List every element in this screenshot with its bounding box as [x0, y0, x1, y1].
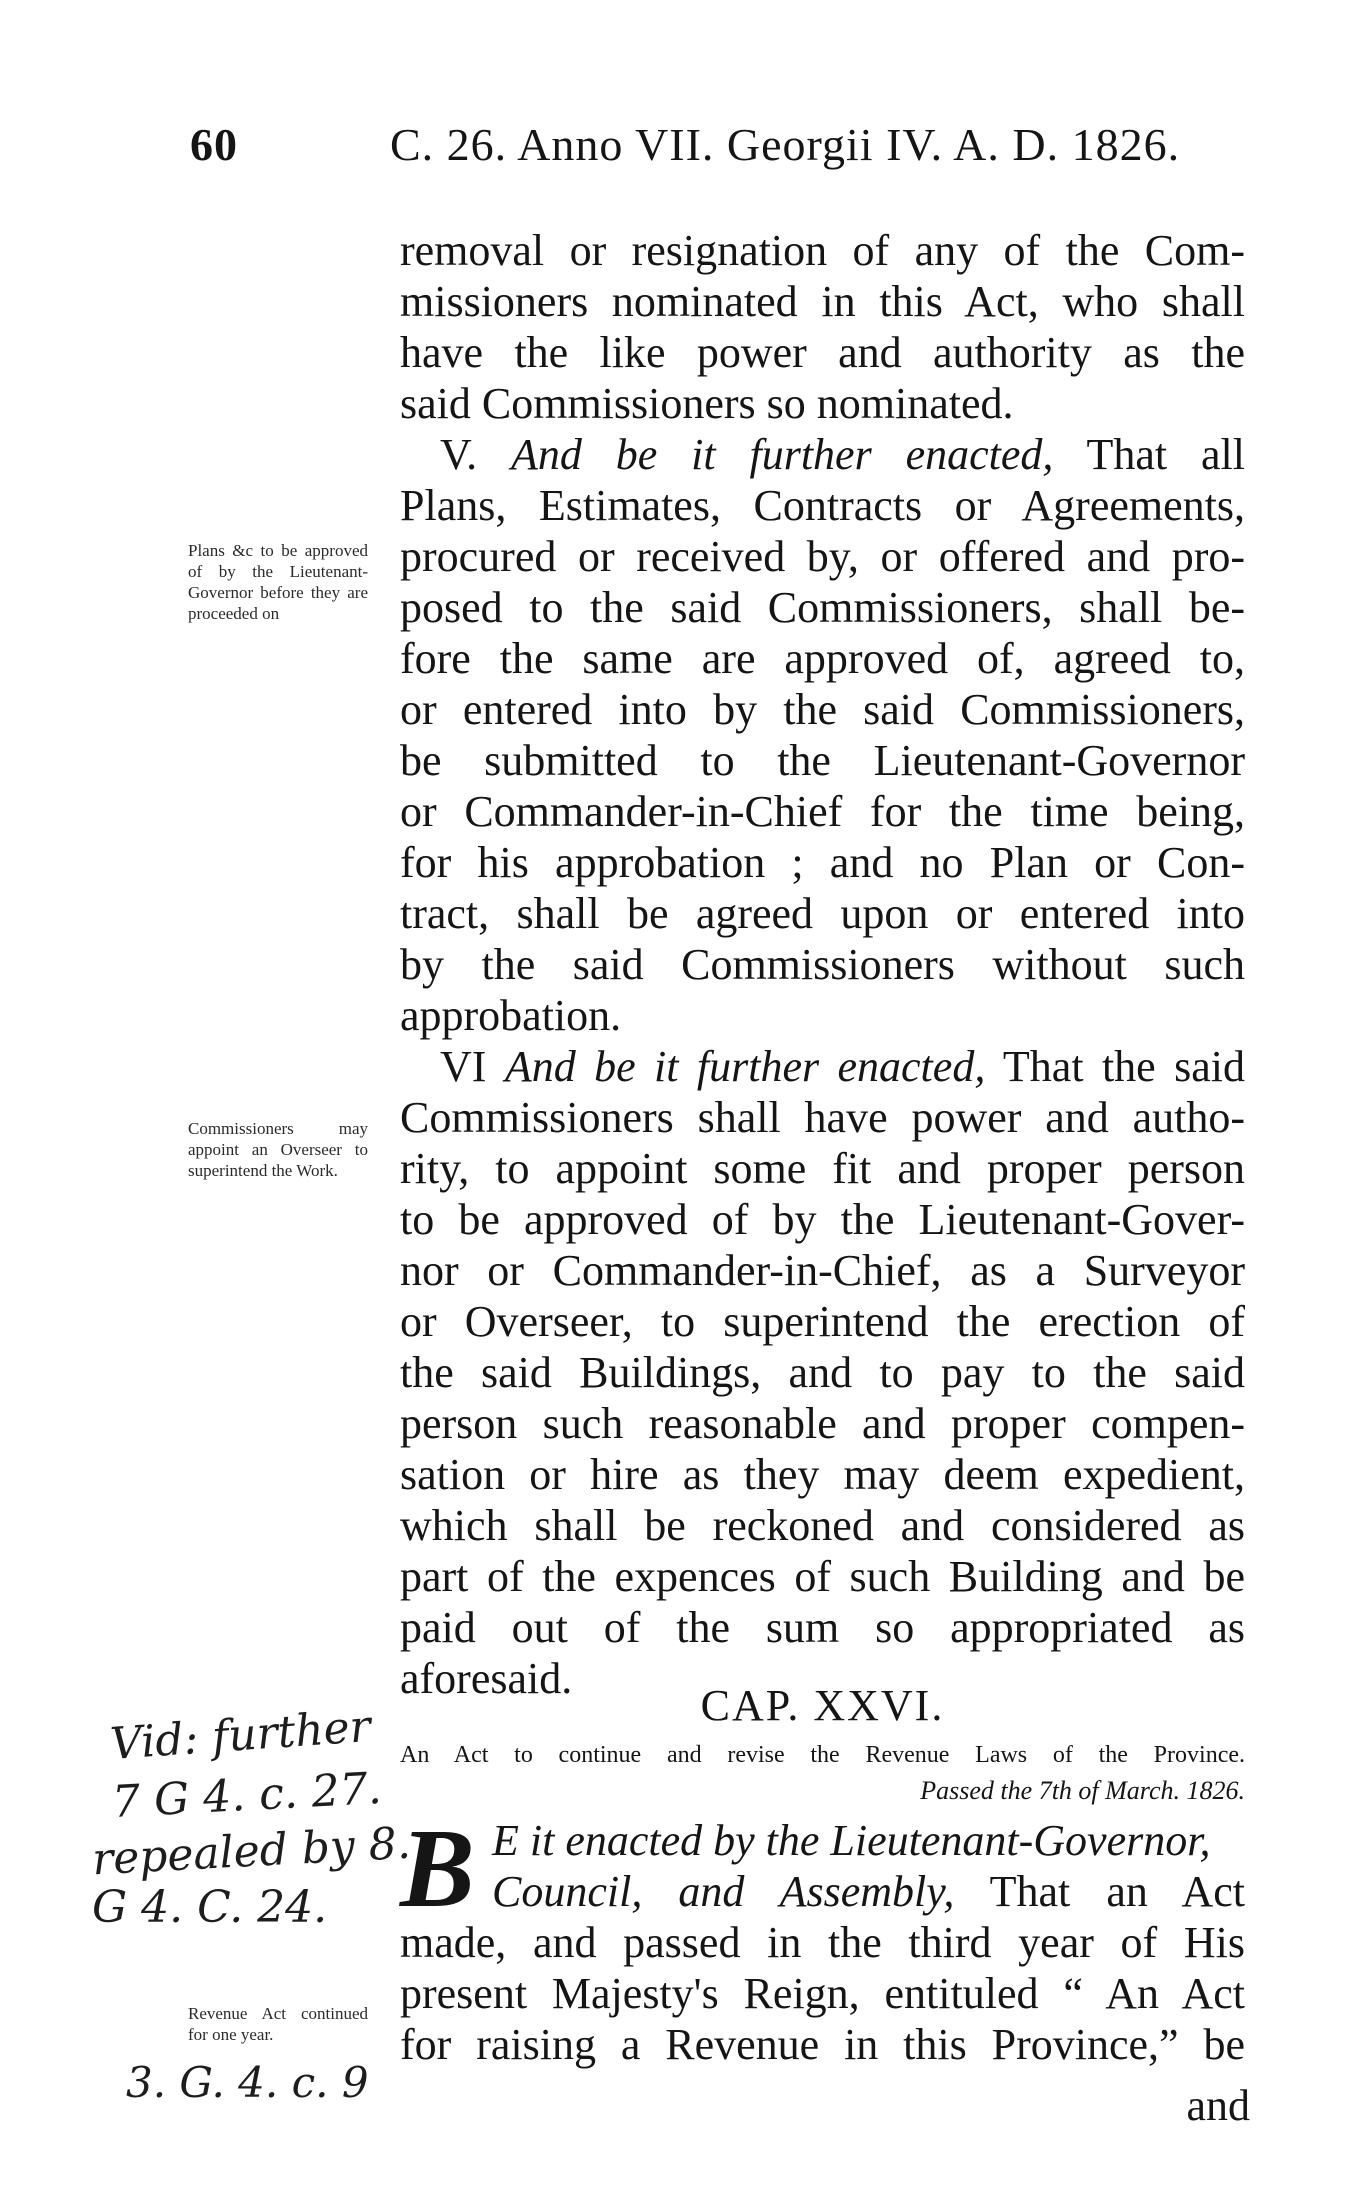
text-line: by the said Commissioners without such [400, 940, 1245, 989]
text-line: Commissioners shall have power and autho- [400, 1093, 1245, 1142]
section-text: That all [1053, 430, 1245, 479]
text-line: present Majesty's Reign, entituled “ An Act [400, 1969, 1245, 2018]
text-line: or Overseer, to superintend the erection of [400, 1297, 1245, 1346]
section-enacting-words: And be it further enacted, [504, 1042, 986, 1091]
section-number: VI [440, 1042, 505, 1091]
text-line: rity, to appoint some fit and proper person [400, 1144, 1245, 1193]
enactment-line-2 [400, 1866, 1245, 1917]
section-vi-heading-line [400, 1041, 1245, 1092]
text-line: part of the expences of such Building and be [400, 1552, 1245, 1601]
running-title: C. 26. Anno VII. Georgii IV. A. D. 1826. [390, 119, 1181, 170]
text-line: person such reasonable and proper compen- [400, 1399, 1245, 1448]
section-enacting-words: And be it further enacted, [510, 430, 1054, 479]
text-line: for his approbation ; and no Plan or Con- [400, 838, 1245, 887]
drop-cap: B [400, 1807, 475, 1931]
main-text [400, 225, 1245, 1704]
text-line: posed to the said Commissioners, shall be- [400, 583, 1245, 632]
page-number: 60 [190, 119, 238, 170]
text-line: or Commander-in-Chief for the time being, [400, 787, 1245, 836]
chapter-description: An Act to continue and revise the Revenue Laws of the Province. [400, 1742, 1245, 1768]
catchword: and [1186, 2081, 1250, 2130]
text-line: for raising a Revenue in this Province,” be [400, 2020, 1245, 2069]
handwritten-note: Vid: further [108, 1700, 373, 1771]
text-line: paid out of the sum so appropriated as [400, 1603, 1245, 1652]
enactment-line-1: E it enacted by the Lieutenant-Governor, [492, 1816, 1211, 1865]
text-line: said Commissioners so nominated. [400, 379, 1014, 428]
text-line: the said Buildings, and to pay to the said [400, 1348, 1245, 1397]
section-number: V. [440, 430, 511, 479]
handwritten-note: 7 G 4. c. 27. [110, 1762, 383, 1829]
text-line: or entered into by the said Commissioners, [400, 685, 1245, 734]
section-text: That the said [985, 1042, 1245, 1091]
text-line: fore the same are approved of, agreed to, [400, 634, 1245, 683]
margin-note-plans: Plans &c to be approved of by the Lieutenant-Governor before they are proceeded on [188, 541, 368, 623]
chapter-passed-date: Passed the 7th of March. 1826. [920, 1776, 1245, 1805]
text-line: which shall be reckoned and considered as [400, 1501, 1245, 1550]
margin-note-commissioners: Commissioners may appoint an Overseer to superintend the Work. [188, 1119, 368, 1180]
text-line: nor or Commander-in-Chief, as a Surveyor [400, 1246, 1245, 1295]
text-line: removal or resignation of any of the Com- [400, 226, 1245, 275]
handwritten-note: G 4. C. 24. [92, 1882, 328, 1933]
margin-note-revenue: Revenue Act continued for one year. [188, 2004, 368, 2044]
enactment-authority: Council, and Assembly, [492, 1867, 955, 1916]
section-v-heading-line [400, 429, 1245, 480]
page-header [190, 118, 1250, 188]
text-line: aforesaid. [400, 1654, 573, 1703]
handwritten-note: repealed by 8. [90, 1817, 412, 1886]
enactment-block [400, 1807, 1245, 2070]
enactment-text: That an Act [954, 1867, 1245, 1916]
handwritten-note: 3. G. 4. c. 9 [126, 2058, 369, 2107]
text-line: made, and passed in the third year of His [400, 1918, 1245, 1967]
text-line: approbation. [400, 991, 622, 1040]
text-line: sation or hire as they may deem expedient, [400, 1450, 1245, 1499]
text-line: to be approved of by the Lieutenant-Gover- [400, 1195, 1245, 1244]
text-line: be submitted to the Lieutenant-Governor [400, 736, 1245, 785]
text-line: missioners nominated in this Act, who shall [400, 277, 1245, 326]
text-line: Plans, Estimates, Contracts or Agreements, [400, 481, 1245, 530]
chapter-title: CAP. XXVI. [700, 1681, 945, 1730]
text-line: procured or received by, or offered and pro- [400, 532, 1245, 581]
text-line: tract, shall be agreed upon or entered into [400, 889, 1245, 938]
text-line: have the like power and authority as the [400, 328, 1245, 377]
